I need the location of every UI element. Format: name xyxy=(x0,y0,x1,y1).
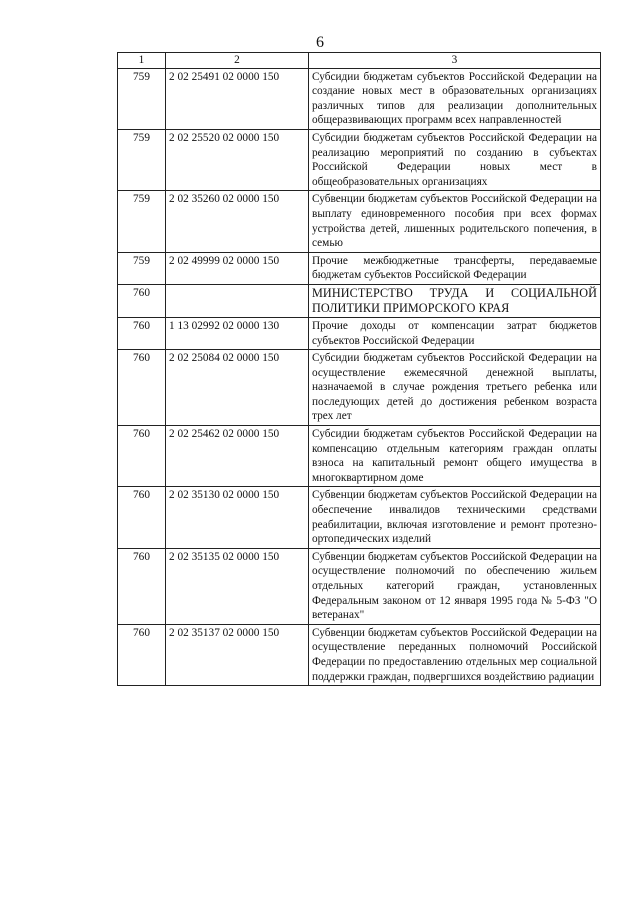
admin-code-cell: 759 xyxy=(118,68,166,129)
description-cell: Субвенции бюджетам субъектов Российской Федерации на осуществление полномочий по обеспечению жильем отдельных категорий граждан, установленных Федеральным законом от 12 января 1995 года № 5-ФЗ "О ветеранах" xyxy=(309,548,601,624)
column-header-2: 2 xyxy=(166,53,309,69)
admin-code-cell: 760 xyxy=(118,624,166,685)
table-header-row xyxy=(118,53,601,69)
description-cell: Субсидии бюджетам субъектов Российской Федерации на осуществление ежемесячной денежной выплаты, назначаемой в случае рождения третьего ребенка или последующих детей до достижения ребенком возраста трех лет xyxy=(309,350,601,426)
description-cell: Прочие доходы от компенсации затрат бюджетов субъектов Российской Федерации xyxy=(309,317,601,349)
table-row xyxy=(118,317,601,349)
ministry-name-cell: МИНИСТЕРСТВО ТРУДА И СОЦИАЛЬНОЙ ПОЛИТИКИ ПРИМОРСКОГО КРАЯ xyxy=(309,284,601,317)
admin-code-cell: 759 xyxy=(118,129,166,190)
budget-code-cell: 2 02 35130 02 0000 150 xyxy=(166,487,309,548)
table-row xyxy=(118,68,601,129)
admin-code-cell: 760 xyxy=(118,317,166,349)
admin-code-cell: 760 xyxy=(118,284,166,317)
description-cell: Субсидии бюджетам субъектов Российской Федерации на реализацию мероприятий по созданию в субъектах Российской Федерации новых мест в общеобразовательных организациях xyxy=(309,129,601,190)
admin-code-cell: 759 xyxy=(118,252,166,284)
budget-classification-table xyxy=(117,52,601,686)
budget-code-cell: 2 02 25520 02 0000 150 xyxy=(166,129,309,190)
table-row xyxy=(118,426,601,487)
description-cell: Субсидии бюджетам субъектов Российской Федерации на создание новых мест в образовательных организациях различных типов для реализации дополнительных общеразвивающих программ всех направленностей xyxy=(309,68,601,129)
admin-code-cell: 760 xyxy=(118,487,166,548)
table-row xyxy=(118,624,601,685)
budget-code-cell: 2 02 35135 02 0000 150 xyxy=(166,548,309,624)
table-row xyxy=(118,129,601,190)
admin-code-cell: 760 xyxy=(118,350,166,426)
column-header-1: 1 xyxy=(118,53,166,69)
description-cell: Субсидии бюджетам субъектов Российской Федерации на компенсацию отдельным категориям граждан оплаты взноса на капитальный ремонт общего имущества в многоквартирном доме xyxy=(309,426,601,487)
table-row xyxy=(118,252,601,284)
budget-code-cell: 2 02 25462 02 0000 150 xyxy=(166,426,309,487)
budget-code-cell: 1 13 02992 02 0000 130 xyxy=(166,317,309,349)
description-cell: Субвенции бюджетам субъектов Российской Федерации на обеспечение инвалидов техническими средствами реабилитации, включая изготовление и ремонт протезно-ортопедических изделий xyxy=(309,487,601,548)
admin-code-cell: 759 xyxy=(118,191,166,252)
budget-code-cell: 2 02 49999 02 0000 150 xyxy=(166,252,309,284)
table-row xyxy=(118,350,601,426)
budget-code-cell: 2 02 25084 02 0000 150 xyxy=(166,350,309,426)
table-row xyxy=(118,548,601,624)
table-row xyxy=(118,191,601,252)
admin-code-cell: 760 xyxy=(118,426,166,487)
description-cell: Прочие межбюджетные трансферты, передаваемые бюджетам субъектов Российской Федерации xyxy=(309,252,601,284)
table-row xyxy=(118,487,601,548)
budget-code-cell xyxy=(166,284,309,317)
budget-code-cell: 2 02 35260 02 0000 150 xyxy=(166,191,309,252)
admin-code-cell: 760 xyxy=(118,548,166,624)
description-cell: Субвенции бюджетам субъектов Российской Федерации на осуществление переданных полномочий Российской Федерации по предоставлению отдельных мер социальной поддержки граждан, подвергшихся воздействию радиации xyxy=(309,624,601,685)
budget-code-cell: 2 02 35137 02 0000 150 xyxy=(166,624,309,685)
page-number: 6 xyxy=(316,34,324,51)
column-header-3: 3 xyxy=(309,53,601,69)
budget-code-cell: 2 02 25491 02 0000 150 xyxy=(166,68,309,129)
description-cell: Субвенции бюджетам субъектов Российской Федерации на выплату единовременного пособия при всех формах устройства детей, лишенных родительского попечения, в семью xyxy=(309,191,601,252)
table-row-ministry-heading xyxy=(118,284,601,317)
